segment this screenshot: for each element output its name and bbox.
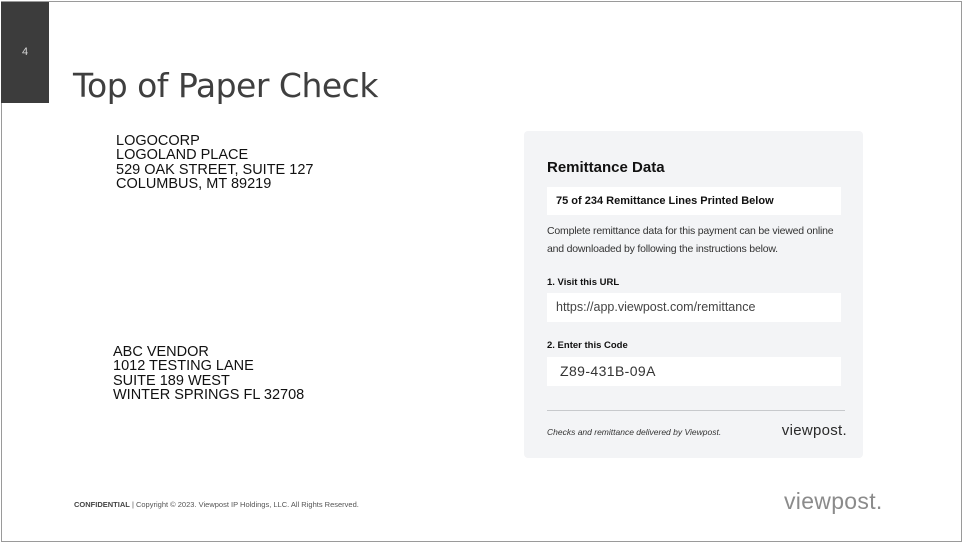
recipient-address-line: ABC VENDOR (113, 344, 209, 360)
step2-label: 2. Enter this Code (547, 340, 628, 351)
remittance-title: Remittance Data (547, 159, 665, 176)
sender-address-line: 529 OAK STREET, SUITE 127 (116, 161, 314, 178)
sender-address (116, 134, 313, 191)
page-number-tab (1, 2, 49, 103)
card-divider (547, 410, 845, 411)
recipient-address-line: SUITE 189 WEST (113, 372, 230, 389)
step1-label: 1. Visit this URL (547, 277, 620, 288)
remittance-url-field[interactable]: https://app.viewpost.com/remittance (547, 293, 841, 322)
recipient-address-line: WINTER SPRINGS FL 32708 (113, 386, 305, 403)
recipient-address (113, 345, 304, 402)
sender-address-line: LOGOLAND PLACE (116, 147, 249, 164)
sender-address-line: COLUMBUS, MT 89219 (116, 175, 272, 192)
page-number: 4 (21, 46, 29, 58)
confidential-footer (74, 500, 359, 509)
remittance-card (524, 131, 863, 458)
sender-address-line: LOGOCORP (116, 133, 200, 149)
remittance-lines-banner: 75 of 234 Remittance Lines Printed Below (547, 187, 841, 215)
confidential-label: CONFIDENTIAL (74, 500, 130, 509)
card-footer-text: Checks and remittance delivered by Viewpost. (547, 427, 722, 437)
copyright-text: | Copyright © 2023. Viewpost IP Holdings, LLC. All Rights Reserved. (131, 500, 359, 509)
remittance-description: Complete remittance data for this payment can be viewed online and downloaded by following the instructions below. (547, 225, 834, 255)
viewpost-card-logo: viewpost. (781, 422, 847, 439)
remittance-code-field[interactable]: Z89-431B-09A (547, 357, 841, 386)
recipient-address-line: 1012 TESTING LANE (113, 358, 254, 375)
page-title: Top of Paper Check (73, 66, 378, 105)
viewpost-logo: viewpost. (784, 488, 883, 514)
